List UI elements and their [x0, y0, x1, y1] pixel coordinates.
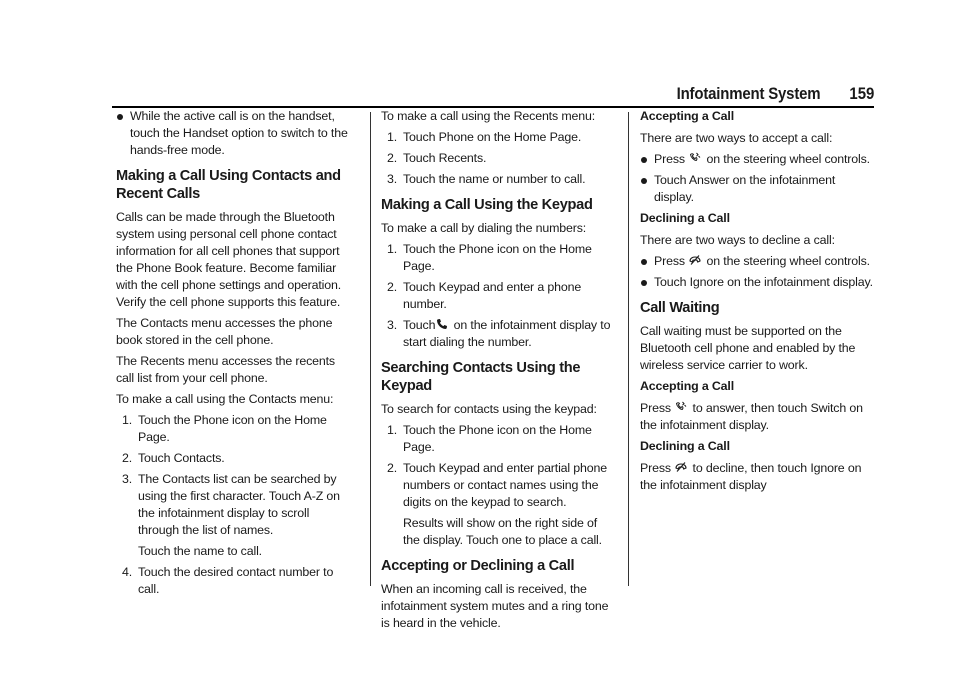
column-2	[381, 108, 617, 636]
section-heading: Accepting or Declining a Call	[381, 558, 575, 574]
step-item	[116, 450, 352, 467]
list-item	[640, 151, 876, 168]
paragraph: To search for contacts using the keypad:	[381, 402, 597, 416]
list-item-text-post: on the steering wheel controls.	[706, 254, 870, 268]
step-text: Touch the desired contact number to call.	[138, 565, 334, 596]
step-text: Touch Keypad and enter partial phone numbers or contact names using the digits on the keypad to search.	[403, 461, 608, 509]
step-item	[116, 412, 352, 446]
step-number: 4.	[122, 565, 133, 579]
step-item	[381, 150, 617, 167]
paragraph-text-pre: Press	[640, 461, 671, 475]
step-number: 1.	[122, 413, 133, 427]
step-text: Touch the Phone icon on the Home Page.	[403, 242, 592, 273]
push-to-talk-icon	[675, 401, 687, 413]
list-item-text-post: on the steering wheel controls.	[706, 152, 870, 166]
step-item	[381, 422, 617, 456]
section-heading: Call Waiting	[640, 300, 720, 316]
step-text: Touch Phone on the Home Page.	[403, 130, 582, 144]
step-text: Touch Contacts.	[138, 451, 225, 465]
page-number: 159	[849, 84, 874, 103]
end-call-icon	[675, 461, 687, 473]
step-number: 2.	[387, 461, 398, 475]
section-heading: Making a Call Using the Keypad	[381, 197, 593, 213]
step-item	[381, 241, 617, 275]
paragraph: When an incoming call is received, the infotainment system mutes and a ring tone is heard in the vehicle.	[381, 582, 609, 630]
paragraph: Call waiting must be supported on the Bluetooth cell phone and enabled by the wireless service carrier to work.	[640, 324, 856, 372]
paragraph: To make a call using the Recents menu:	[381, 109, 596, 123]
step-number: 1.	[387, 130, 398, 144]
step-text: Touch the Phone icon on the Home Page.	[403, 423, 592, 454]
step-text: Touch the Phone icon on the Home Page.	[138, 413, 327, 444]
step-item	[381, 279, 617, 313]
step-number: 1.	[387, 423, 398, 437]
subheading: Declining a Call	[640, 211, 730, 225]
step-text-post: on the infotainment display to start dialing the number.	[403, 318, 611, 349]
step-item	[116, 564, 352, 598]
paragraph-text-post: to decline, then touch Ignore on the infotainment display	[640, 461, 862, 492]
section-title: Infotainment System	[676, 84, 820, 103]
step-item	[381, 460, 617, 511]
list-item	[116, 108, 352, 159]
column-divider	[370, 112, 371, 586]
step-number: 3.	[122, 472, 133, 486]
step-item	[381, 129, 617, 146]
bullet	[117, 114, 123, 120]
list-item-text-pre: Press	[654, 152, 685, 166]
page-header	[0, 84, 960, 104]
step-number: 3.	[387, 318, 398, 332]
step-number: 2.	[387, 151, 398, 165]
step-item	[381, 317, 617, 351]
step-note: Touch the name to call.	[138, 544, 262, 558]
step-number: 1.	[387, 242, 398, 256]
phone-icon	[436, 318, 448, 330]
bullet	[641, 157, 647, 163]
subheading: Accepting a Call	[640, 109, 734, 123]
step-text: Touch the name or number to call.	[403, 172, 586, 186]
paragraph	[640, 460, 876, 494]
list-item	[640, 253, 876, 270]
paragraph: There are two ways to decline a call:	[640, 233, 835, 247]
paragraph: Calls can be made through the Bluetooth system using personal cell phone contact information for all cell phones that support the Phone Book feature. Become familiar with the cell phone settings and operation. Verify the cell phone supports this feature.	[116, 210, 341, 309]
column-1	[116, 108, 352, 602]
step-note: Results will show on the right side of the display. Touch one to place a call.	[403, 516, 602, 547]
bullet	[641, 259, 647, 265]
paragraph: The Contacts menu accesses the phone book stored in the cell phone.	[116, 316, 333, 347]
bullet	[641, 280, 647, 286]
step-text: Touch Keypad and enter a phone number.	[403, 280, 582, 311]
step-number: 2.	[122, 451, 133, 465]
step-item	[116, 471, 352, 539]
paragraph-text-post: to answer, then touch Switch on the infotainment display.	[640, 401, 863, 432]
list-item	[640, 172, 876, 206]
step-number: 2.	[387, 280, 398, 294]
paragraph: There are two ways to accept a call:	[640, 131, 833, 145]
step-number: 3.	[387, 172, 398, 186]
push-to-talk-icon	[689, 152, 701, 164]
list-item-text-pre: Press	[654, 254, 685, 268]
paragraph-text-pre: Press	[640, 401, 671, 415]
step-item	[381, 171, 617, 188]
paragraph	[640, 400, 876, 434]
list-item-text: Touch Ignore on the infotainment display.	[654, 275, 873, 289]
step-text-pre: Touch	[403, 318, 436, 332]
paragraph: To make a call by dialing the numbers:	[381, 221, 587, 235]
section-heading: Making a Call Using Contacts and Recent Calls	[116, 168, 341, 202]
subheading: Declining a Call	[640, 439, 730, 453]
subheading: Accepting a Call	[640, 379, 734, 393]
list-item-text: Touch Answer on the infotainment display.	[654, 173, 836, 204]
paragraph: To make a call using the Contacts menu:	[116, 392, 334, 406]
step-text: Touch Recents.	[403, 151, 487, 165]
step-text: The Contacts list can be searched by using the first character. Touch A-Z on the infotainment display to scroll through the list of names.	[138, 472, 340, 537]
section-heading: Searching Contacts Using the Keypad	[381, 360, 581, 394]
column-divider	[628, 112, 629, 586]
paragraph: The Recents menu accesses the recents call list from your cell phone.	[116, 354, 335, 385]
list-item-text: While the active call is on the handset, touch the Handset option to switch to the hands-free mode.	[130, 109, 348, 157]
end-call-icon	[689, 254, 701, 266]
list-item	[640, 274, 876, 291]
bullet	[641, 178, 647, 184]
column-3	[640, 108, 876, 498]
